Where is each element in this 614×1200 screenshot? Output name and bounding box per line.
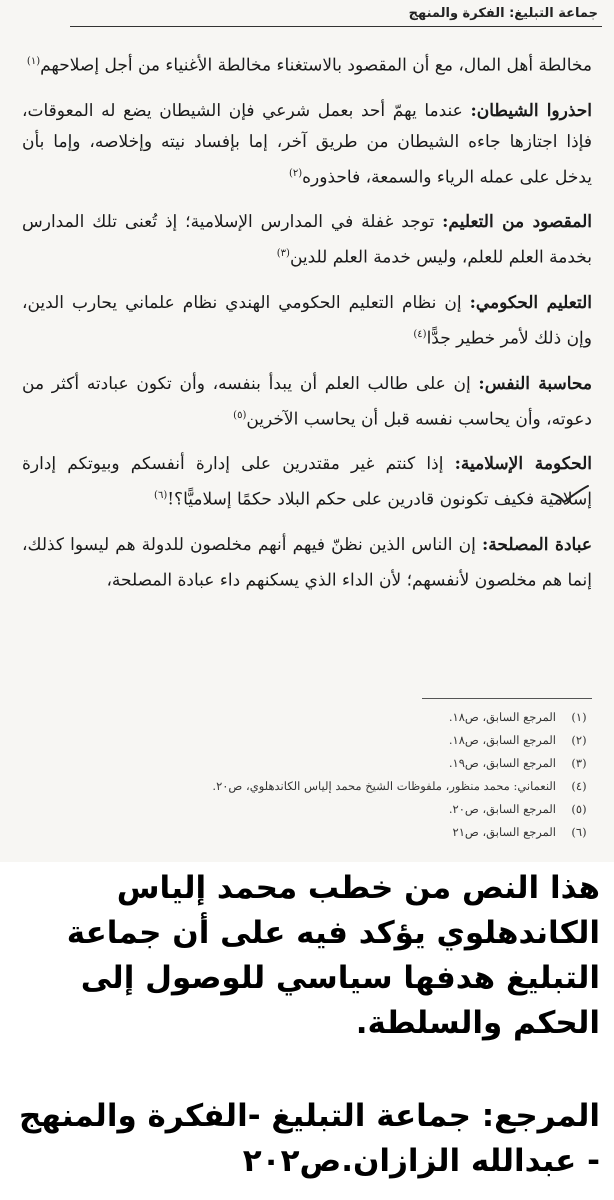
footnote-item bbox=[22, 798, 592, 821]
footnote-ref: (٣) bbox=[276, 248, 290, 260]
paragraph-text: مخالطة أهل المال، مع أن المقصود بالاستغناء مخالطة الأغنياء من أجل إصلاحهم bbox=[40, 55, 592, 76]
footnote-item bbox=[22, 752, 592, 775]
footnote-ref: (٦) bbox=[154, 490, 168, 502]
footnote-ref: (١) bbox=[26, 56, 41, 67]
paragraph-text: إن نظام التعليم الحكومي الهندي نظام علماني يحارب الدين، وإن ذلك لأمر خطير جدًّا bbox=[22, 292, 592, 349]
paragraph-term: محاسبة النفس: bbox=[478, 373, 592, 394]
footnote-item bbox=[22, 706, 592, 729]
caption-text: هذا النص من خطب محمد إلياس الكاندهلوي يؤكد فيه على أن جماعة التبليغ هدفها سياسي للوصول إلى الحكم والسلطة. bbox=[66, 870, 600, 1041]
paragraph bbox=[22, 369, 592, 436]
body-text bbox=[22, 46, 592, 611]
paragraph bbox=[22, 96, 592, 194]
footnote-item bbox=[22, 775, 592, 798]
paragraph-term: الحكومة الإسلامية: bbox=[454, 454, 592, 475]
header-rule bbox=[70, 26, 602, 27]
footnotes-list bbox=[22, 706, 592, 844]
footnote-number: (٥) bbox=[571, 802, 587, 816]
footnote-number: (٢) bbox=[571, 733, 587, 747]
footnote-text: المرجع السابق، ص٢١ bbox=[452, 825, 556, 839]
paragraph bbox=[22, 288, 592, 355]
running-head: جماعة التبليغ: الفكرة والمنهج bbox=[408, 6, 598, 21]
footnote-number: (٦) bbox=[571, 825, 587, 839]
paragraph-term: التعليم الحكومي: bbox=[469, 292, 592, 313]
footnote-text: المرجع السابق، ص١٩. bbox=[448, 756, 556, 770]
source-reference: المرجع: جماعة التبليغ -الفكرة والمنهج - عبدالله الزازان.ص٢٠٢ bbox=[18, 1098, 600, 1179]
footnote-item bbox=[22, 821, 592, 844]
paragraph bbox=[22, 207, 592, 274]
paragraph-text: إن الناس الذين نظنّ فيهم أنهم مخلصون للدولة هم ليسوا كذلك، إنما هم مخلصون لأنفسهم؛ لأن الداء الذي يسكنهم داء عبادة المصلحة، bbox=[22, 534, 592, 591]
footnote-number: (٣) bbox=[571, 756, 587, 770]
footnote-ref: (٤) bbox=[413, 328, 427, 340]
footnote-number: (٤) bbox=[571, 779, 587, 793]
footnote-number: (١) bbox=[571, 710, 587, 724]
footnote-text: المرجع السابق، ص٢٠. bbox=[448, 802, 556, 816]
paragraph-text: توجد غفلة في المدارس الإسلامية؛ إذ تُعنى تلك المدارس بخدمة العلم للعلم، وليس خدمة العلم للدين bbox=[22, 212, 592, 268]
footnote-ref: (٢) bbox=[288, 167, 303, 179]
paragraph bbox=[22, 46, 592, 82]
paragraph-text: إذا كنتم غير مقتدرين على إدارة أنفسكم وبيوتكم إدارة إسلامية فكيف تكونون قادرين على حكم البلاد حكمًا إسلاميًّا؟! bbox=[22, 454, 592, 510]
paragraph bbox=[22, 449, 592, 516]
footnote-ref: (٥) bbox=[233, 409, 247, 421]
paragraph-term: المقصود من التعليم: bbox=[442, 212, 593, 233]
footnote-text: المرجع السابق، ص١٨. bbox=[448, 710, 556, 724]
footnote-item bbox=[22, 729, 592, 752]
paragraph-term: عبادة المصلحة: bbox=[481, 534, 592, 555]
paragraph bbox=[22, 530, 592, 597]
footnote-text: النعماني: محمد منظور، ملفوظات الشيخ محمد إلياس الكاندهلوي، ص٢٠. bbox=[212, 779, 556, 793]
paragraph-text: عندما يهمّ أحد بعمل شرعي فإن الشيطان يضع له المعوقات، فإذا اجتازها جاءه الشيطان من طريق آخر، إما بإفساد نيته وإخلاصه، وإما بأن يدخل على عمله الرياء والسمعة، فاحذوره bbox=[22, 100, 592, 188]
footnote-text: المرجع السابق، ص١٨. bbox=[448, 733, 556, 747]
paragraph-text: إن على طالب العلم أن يبدأ بنفسه، وأن تكون عبادته أكثر من دعوته، وأن يحاسب نفسه قبل أن يحاسب الآخرين bbox=[22, 373, 592, 430]
pen-checkmark-icon bbox=[550, 480, 590, 510]
footnote-rule bbox=[422, 698, 592, 699]
paragraph-term: احذروا الشيطان: bbox=[470, 100, 592, 121]
